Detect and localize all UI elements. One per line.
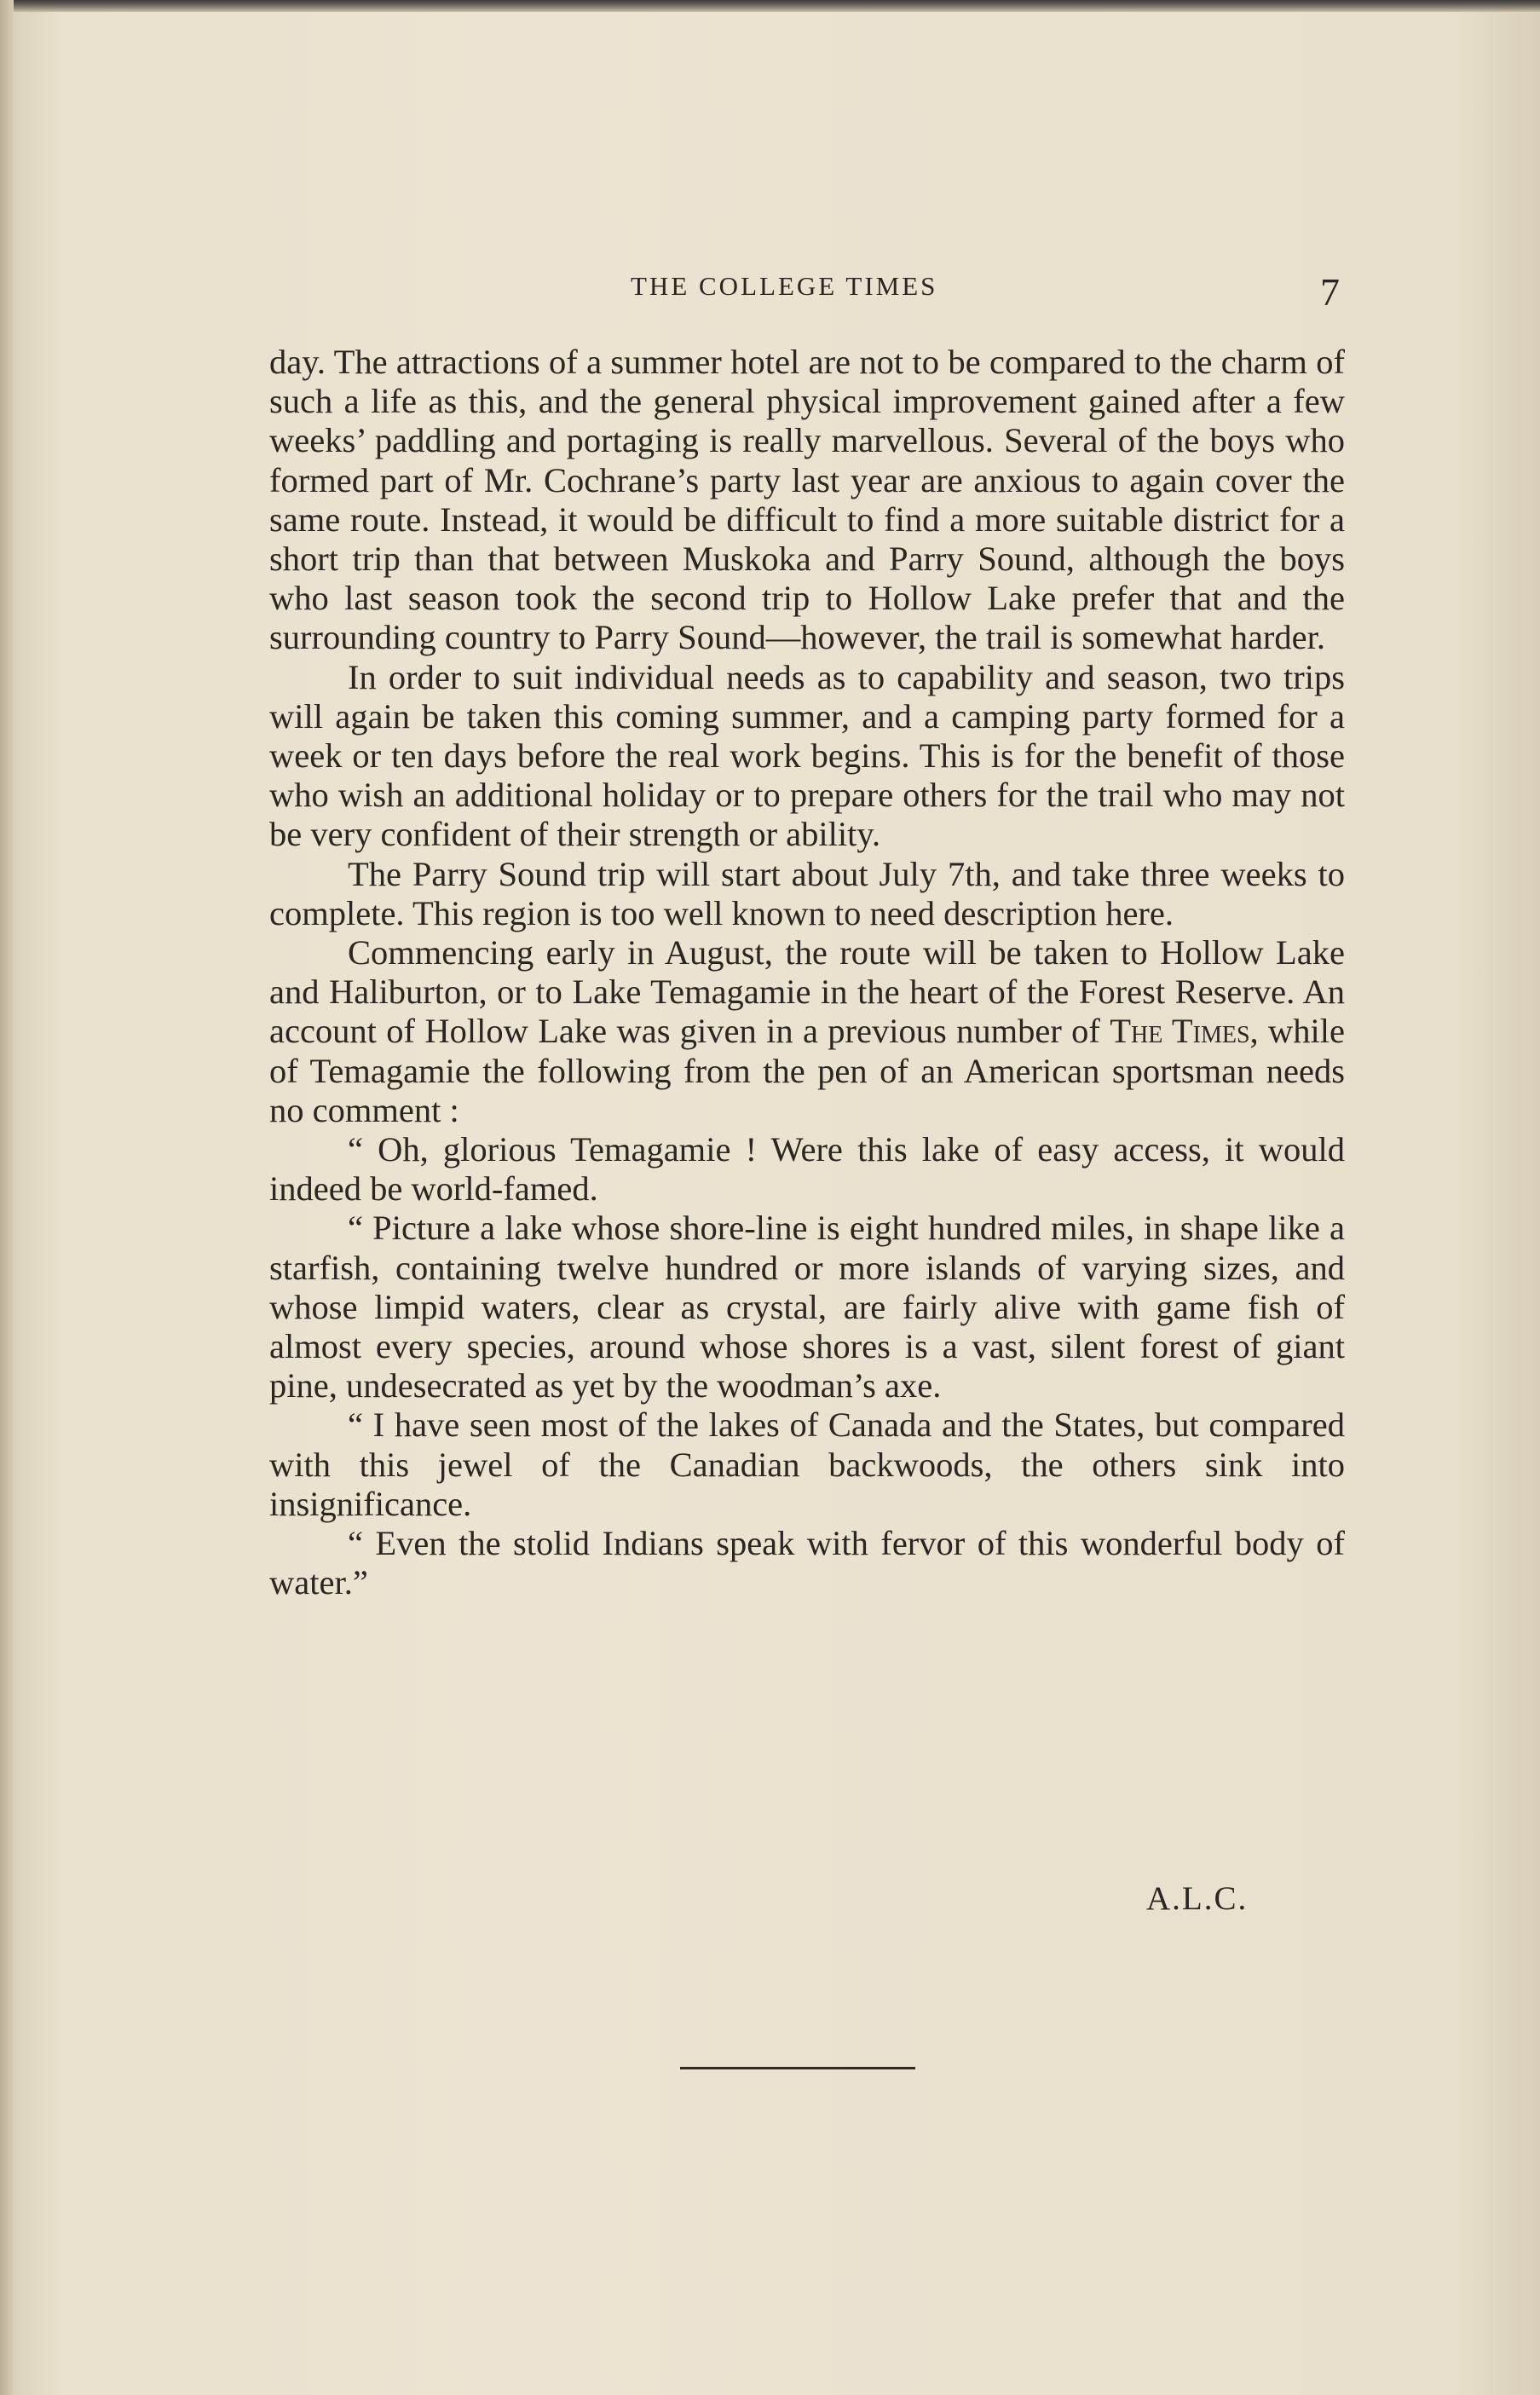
quote-paragraph-glorious: “ Oh, glorious Temagamie ! Were this lake of easy access, it would indeed be world-famed.: [269, 1130, 1345, 1209]
quote-paragraph-starfish: “ Picture a lake whose shore-line is eight hundred miles, in shape like a starfish, containing twelve hundred or more islands of varying sizes, and whose limpid waters, clear as crystal, are fairly alive with game fish of almost every species, around whose shores is a vast, silent forest of giant pine, undesecrated as yet by the woodman’s axe.: [269, 1209, 1345, 1405]
paragraph-august-route-text-start: Commencing early in August, the route will be taken to Hollow Lake and Haliburton, or to Lake Temagamie in the heart of the Forest Reserve. An account of Hollow Lake was given in a previous number of: [269, 933, 1345, 1051]
article-body: [269, 343, 1345, 1603]
running-head: THE COLLEGE TIMES: [631, 271, 938, 301]
paragraph-parry-sound: The Parry Sound trip will start about July 7th, and take three weeks to complete. This region is too well known to need description here.: [269, 854, 1345, 932]
author-signature: A.L.C.: [1146, 1880, 1249, 1917]
publication-title-reference: The Times: [1110, 1012, 1250, 1051]
paragraph-august-route-text-end: , while of Temagamie the following from the pen of an American sportsman needs no comment :: [269, 1012, 1345, 1129]
page-number: 7: [1320, 270, 1340, 314]
paragraph-august-route: [269, 933, 1345, 1130]
quote-paragraph-indians: “ Even the stolid Indians speak with fervor of this wonderful body of water.”: [269, 1524, 1345, 1602]
paragraph-trips: In order to suit individual needs as to capability and season, two trips will again be taken this coming summer, and a camping party formed for a week or ten days before the real work begins. This is for the benefit of those who wish an additional holiday or to prepare others for the trail who may not be very confident of their strength or ability.: [269, 657, 1345, 854]
page-top-edge-shadow: [0, 0, 1540, 12]
page-binding-edge: [0, 0, 14, 2395]
paragraph-continued: day. The attractions of a summer hotel are not to be compared to the charm of such a life as this, and the general physical improvement gained after a few weeks’ paddling and portaging is really marvellous. Several of the boys who formed part of Mr. Cochrane’s party last year are anxious to again cover the same route. Instead, it would be difficult to find a more suitable district for a short trip than that between Muskoka and Parry Sound, although the boys who last season took the second trip to Hollow Lake prefer that and the surrounding country to Parry Sound—however, the trail is somewhat harder.: [269, 343, 1345, 657]
closing-rule: [680, 2067, 915, 2069]
quote-paragraph-lakes: “ I have seen most of the lakes of Canada and the States, but compared with this jewel of the Canadian backwoods, the others sink into insignificance.: [269, 1405, 1345, 1523]
